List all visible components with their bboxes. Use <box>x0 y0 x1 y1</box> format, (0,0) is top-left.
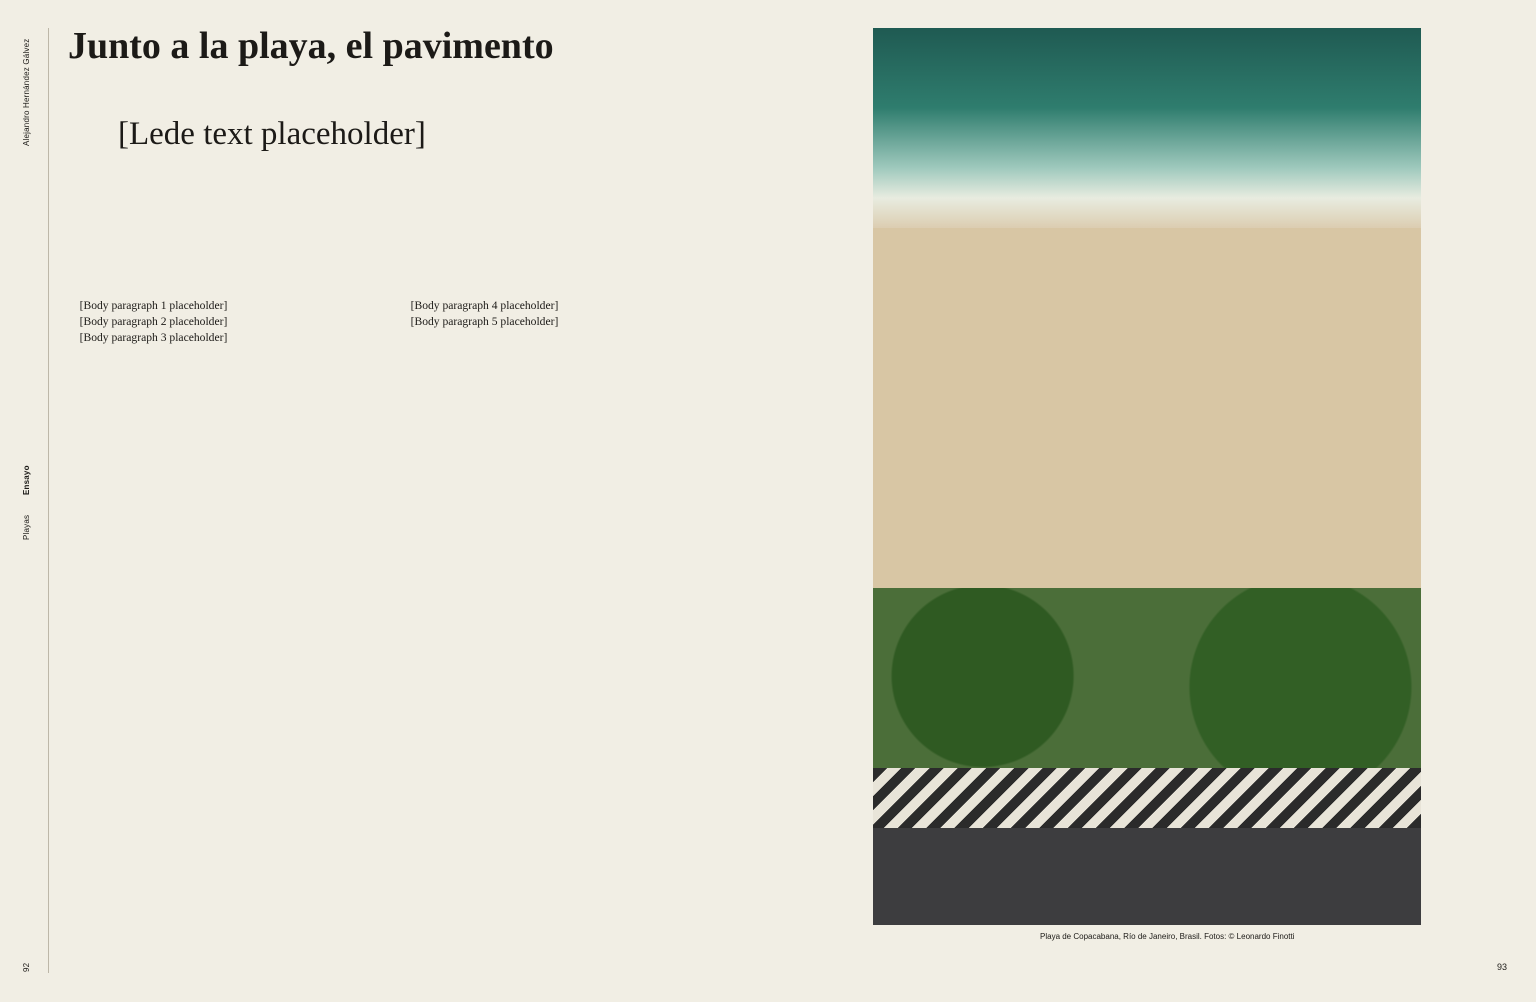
body-paragraph: [Body paragraph 4 placeholder] <box>410 299 559 312</box>
author-name: Alejandro Hernández Gálvez <box>22 38 31 146</box>
article-body <box>68 298 705 948</box>
article-lede: [Lede text placeholder] <box>118 116 426 152</box>
body-paragraph: [Body paragraph 2 placeholder] <box>79 314 228 328</box>
aerial-beach-photo <box>873 28 1421 925</box>
photo-caption: Playa de Copacabana, Río de Janeiro, Brasil. Fotos: © Leonardo Finotti <box>1040 932 1295 941</box>
photo-road <box>873 828 1421 925</box>
photo-promenade <box>873 768 1421 828</box>
page-number-right: 93 <box>1497 962 1508 972</box>
photo-sand <box>873 228 1421 618</box>
body-paragraph: [Body paragraph 5 placeholder] <box>410 314 559 328</box>
section-kicker: Ensayo <box>22 465 31 495</box>
photo-sea <box>873 28 1421 228</box>
body-paragraph: [Body paragraph 3 placeholder] <box>79 330 228 344</box>
body-paragraph: [Body paragraph 1 placeholder] <box>79 299 228 312</box>
rail-divider <box>48 28 49 973</box>
section-label: Playas <box>22 514 31 540</box>
page-rail <box>22 0 38 1002</box>
article-title: Junto a la playa, el pavimento <box>68 25 554 67</box>
page-number-left: 92 <box>22 962 31 972</box>
